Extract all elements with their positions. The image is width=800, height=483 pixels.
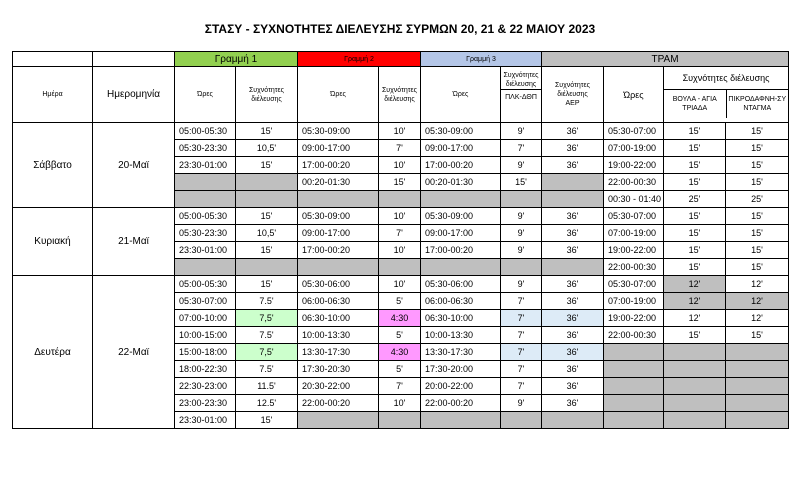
line1-hours-header: Ώρες [175, 67, 236, 123]
schedule-cell: 9' [501, 157, 542, 174]
tram-hours-header: Ώρες [604, 67, 664, 123]
line2-hours-header: Ώρες [298, 67, 379, 123]
schedule-cell: 7,5' [236, 310, 298, 327]
schedule-cell [664, 361, 726, 378]
schedule-cell: 15' [726, 327, 789, 344]
schedule-cell: 23:30-01:00 [175, 412, 236, 429]
schedule-cell: 9' [501, 242, 542, 259]
schedule-cell: 4:30 [379, 344, 421, 361]
schedule-cell: 25' [664, 191, 726, 208]
table-row [13, 123, 789, 140]
schedule-cell [604, 412, 664, 429]
line3-hours-header: Ώρες [421, 67, 501, 123]
schedule-cell: 09:00-17:00 [421, 140, 501, 157]
schedule-cell: 36' [542, 310, 604, 327]
schedule-cell: 7' [379, 225, 421, 242]
schedule-cell: 15' [726, 225, 789, 242]
schedule-cell: 15' [726, 208, 789, 225]
schedule-cell: 17:00-00:20 [421, 157, 501, 174]
schedule-cell: 18:00-22:30 [175, 361, 236, 378]
schedule-cell [604, 361, 664, 378]
schedule-cell: 36' [542, 327, 604, 344]
date-cell: 21-Μαϊ [93, 208, 175, 276]
schedule-cell: 12' [726, 293, 789, 310]
schedule-cell: 15' [664, 140, 726, 157]
schedule-cell: 15' [726, 242, 789, 259]
schedule-cell: 07:00-19:00 [604, 140, 664, 157]
schedule-cell: 05:30-23:30 [175, 140, 236, 157]
schedule-cell: 17:30-20:30 [298, 361, 379, 378]
schedule-cell [379, 259, 421, 276]
schedule-cell: 10' [379, 157, 421, 174]
schedule-cell: 19:00-22:00 [604, 157, 664, 174]
schedule-cell: 10,5' [236, 225, 298, 242]
schedule-cell [501, 259, 542, 276]
schedule-cell [726, 378, 789, 395]
schedule-cell [542, 174, 604, 191]
schedule-cell: 05:30-09:00 [421, 123, 501, 140]
table-row [13, 208, 789, 225]
schedule-cell: 19:00-22:00 [604, 242, 664, 259]
schedule-cell: 06:00-06:30 [421, 293, 501, 310]
schedule-cell: 36' [542, 123, 604, 140]
tram-freq-header [664, 67, 789, 123]
schedule-cell: 15' [236, 208, 298, 225]
band-header-row [13, 52, 789, 67]
schedule-cell: 7' [501, 361, 542, 378]
tram-sub2-label: ΠΙΚΡΟΔΑΦΝΗ-ΣΥΝΤΑΓΜΑ [728, 96, 787, 112]
schedule-cell: 10:00-13:30 [298, 327, 379, 344]
line1-freq-header: Συχνότητες διέλευσης [236, 67, 298, 123]
schedule-cell [726, 412, 789, 429]
aer-freq-header [542, 67, 604, 123]
schedule-cell [421, 259, 501, 276]
schedule-cell [604, 395, 664, 412]
schedule-cell [298, 191, 379, 208]
schedule-cell: 22:30-23:00 [175, 378, 236, 395]
schedule-cell: 05:30-06:00 [421, 276, 501, 293]
schedule-cell: 00:20-01:30 [421, 174, 501, 191]
schedule-cell: 11.5' [236, 378, 298, 395]
schedule-cell: 25' [726, 191, 789, 208]
schedule-cell: 10:00-13:30 [421, 327, 501, 344]
line1-band: Γραμμή 1 [175, 52, 298, 67]
schedule-cell: 12' [726, 310, 789, 327]
schedule-cell: 15' [501, 174, 542, 191]
day-cell: Δευτέρα [13, 276, 93, 429]
date-header: Ημερομηνία [93, 67, 175, 123]
schedule-cell [236, 191, 298, 208]
line3-freq-header [501, 67, 542, 123]
schedule-cell: 22:00-00:30 [604, 259, 664, 276]
schedule-cell: 05:30-07:00 [604, 276, 664, 293]
schedule-cell [379, 412, 421, 429]
schedule-cell: 10' [379, 123, 421, 140]
date-cell: 20-Μαϊ [93, 123, 175, 208]
schedule-cell: 05:30-07:00 [604, 208, 664, 225]
schedule-cell [726, 361, 789, 378]
schedule-cell: 09:00-17:00 [298, 225, 379, 242]
schedule-cell: 7' [379, 378, 421, 395]
schedule-cell: 12' [726, 276, 789, 293]
schedule-table [12, 51, 789, 429]
schedule-cell: 12' [664, 310, 726, 327]
schedule-cell [421, 191, 501, 208]
schedule-cell: 5' [379, 293, 421, 310]
schedule-cell: 19:00-22:00 [604, 310, 664, 327]
day-cell: Σάββατο [13, 123, 93, 208]
day-cell: Κυριακή [13, 208, 93, 276]
schedule-cell [501, 412, 542, 429]
schedule-cell: 15' [726, 174, 789, 191]
table-row [13, 276, 789, 293]
schedule-cell: 13:30-17:30 [421, 344, 501, 361]
schedule-cell: 5' [379, 361, 421, 378]
schedule-cell: 12.5' [236, 395, 298, 412]
schedule-cell: 15' [726, 140, 789, 157]
schedule-cell: 15' [726, 157, 789, 174]
line2-band: Γραμμή 2 [298, 52, 421, 67]
schedule-cell [501, 191, 542, 208]
schedule-cell: 36' [542, 208, 604, 225]
schedule-cell: 10,5' [236, 140, 298, 157]
schedule-cell: 7' [379, 140, 421, 157]
page-title: ΣΤΑΣΥ - ΣΥΧΝΟΤΗΤΕΣ ΔΙΕΛΕΥΣΗΣ ΣΥΡΜΩΝ 20, 21 & 22 ΜΑΙΟΥ 2023 [204, 22, 596, 36]
tram-freq-label: Συχνότητες διέλευσης [664, 67, 788, 90]
schedule-cell: 15' [664, 208, 726, 225]
schedule-cell: 15' [664, 123, 726, 140]
line3-freq-label: Συχνότητες διέλευσης [503, 72, 539, 88]
schedule-cell: 05:00-05:30 [175, 123, 236, 140]
schedule-cell: 20:00-22:00 [421, 378, 501, 395]
schedule-cell: 06:30-10:00 [298, 310, 379, 327]
schedule-cell: 7' [501, 327, 542, 344]
schedule-cell: 22:00-00:30 [604, 327, 664, 344]
schedule-cell: 7' [501, 310, 542, 327]
schedule-cell: 7' [501, 378, 542, 395]
schedule-cell: 05:00-05:30 [175, 208, 236, 225]
schedule-cell: 05:30-07:00 [175, 293, 236, 310]
schedule-cell: 07:00-10:00 [175, 310, 236, 327]
band-empty-cell [13, 52, 93, 67]
schedule-cell: 7' [501, 140, 542, 157]
schedule-cell: 07:00-19:00 [604, 225, 664, 242]
schedule-cell: 05:00-05:30 [175, 276, 236, 293]
schedule-cell: 06:30-10:00 [421, 310, 501, 327]
schedule-cell: 10' [379, 276, 421, 293]
schedule-cell: 4:30 [379, 310, 421, 327]
schedule-cell [542, 191, 604, 208]
schedule-cell: 7.5' [236, 327, 298, 344]
schedule-cell: 15' [664, 225, 726, 242]
schedule-cell: 9' [501, 276, 542, 293]
schedule-cell: 9' [501, 225, 542, 242]
schedule-cell [236, 174, 298, 191]
schedule-cell: 12' [664, 276, 726, 293]
schedule-cell: 36' [542, 157, 604, 174]
schedule-cell: 15' [236, 242, 298, 259]
schedule-cell [298, 259, 379, 276]
schedule-cell: 7' [501, 344, 542, 361]
schedule-cell: 15' [664, 174, 726, 191]
schedule-cell: 15' [236, 123, 298, 140]
line2-freq-header: Συχνότητες διέλευσης [379, 67, 421, 123]
schedule-cell [726, 344, 789, 361]
schedule-cell [542, 259, 604, 276]
schedule-cell: 7.5' [236, 293, 298, 310]
schedule-cell: 05:30-23:30 [175, 225, 236, 242]
schedule-cell: 12' [664, 293, 726, 310]
schedule-cell: 00:20-01:30 [298, 174, 379, 191]
schedule-cell [298, 412, 379, 429]
schedule-cell: 17:00-00:20 [298, 242, 379, 259]
schedule-cell: 15:00-18:00 [175, 344, 236, 361]
schedule-cell: 36' [542, 361, 604, 378]
aer-sub-label: ΑΕΡ [565, 100, 580, 107]
schedule-cell [379, 191, 421, 208]
schedule-cell [726, 395, 789, 412]
schedule-cell: 36' [542, 395, 604, 412]
schedule-cell: 00:30 - 01:40 [604, 191, 664, 208]
line3-band: Γραμμή 3 [421, 52, 542, 67]
schedule-cell: 05:30-07:00 [604, 123, 664, 140]
schedule-cell [421, 412, 501, 429]
schedule-cell: 07:00-19:00 [604, 293, 664, 310]
schedule-cell [664, 378, 726, 395]
schedule-cell: 22:00-00:20 [421, 395, 501, 412]
band-empty-cell [93, 52, 175, 67]
schedule-cell: 23:30-01:00 [175, 157, 236, 174]
schedule-cell [664, 395, 726, 412]
schedule-cell: 22:00-00:30 [604, 174, 664, 191]
schedule-cell: 06:00-06:30 [298, 293, 379, 310]
schedule-cell: 13:30-17:30 [298, 344, 379, 361]
day-header: Ημέρα [13, 67, 93, 123]
schedule-cell: 7' [501, 293, 542, 310]
schedule-cell: 15' [726, 123, 789, 140]
schedule-cell: 36' [542, 344, 604, 361]
schedule-cell: 22:00-00:20 [298, 395, 379, 412]
schedule-cell: 36' [542, 378, 604, 395]
schedule-cell: 36' [542, 276, 604, 293]
schedule-cell: 10' [379, 208, 421, 225]
schedule-cell: 15' [664, 327, 726, 344]
schedule-cell: 9' [501, 123, 542, 140]
schedule-cell [664, 344, 726, 361]
schedule-cell: 7.5' [236, 361, 298, 378]
schedule-cell: 36' [542, 293, 604, 310]
schedule-cell: 20:30-22:00 [298, 378, 379, 395]
schedule-cell: 17:30-20:00 [421, 361, 501, 378]
tram-sub1-label: ΒΟΥΛΑ - ΑΓΙΑ ΤΡΙΑΔΑ [664, 90, 727, 118]
schedule-cell [175, 259, 236, 276]
schedule-cell: 23:00-23:30 [175, 395, 236, 412]
schedule-cell: 10:00-15:00 [175, 327, 236, 344]
schedule-cell: 09:00-17:00 [421, 225, 501, 242]
schedule-cell: 15' [664, 242, 726, 259]
schedule-cell [236, 259, 298, 276]
schedule-cell: 7,5' [236, 344, 298, 361]
schedule-cell: 05:30-09:00 [298, 208, 379, 225]
schedule-cell: 9' [501, 395, 542, 412]
schedule-cell: 10' [379, 242, 421, 259]
schedule-cell: 17:00-00:20 [421, 242, 501, 259]
aer-freq-label: Συχνότητες διέλευσης [554, 82, 591, 98]
schedule-cell: 36' [542, 225, 604, 242]
schedule-cell: 15' [726, 259, 789, 276]
schedule-cell: 23:30-01:00 [175, 242, 236, 259]
schedule-cell: 15' [236, 157, 298, 174]
schedule-cell: 15' [664, 259, 726, 276]
column-header-row [13, 67, 789, 123]
schedule-cell: 15' [236, 276, 298, 293]
schedule-cell: 5' [379, 327, 421, 344]
schedule-cell: 15' [379, 174, 421, 191]
line3-sub-label: ΠΛΚ-ΔΘΠ [501, 89, 541, 107]
schedule-cell [175, 174, 236, 191]
schedule-cell [175, 191, 236, 208]
schedule-cell [604, 378, 664, 395]
schedule-cell: 9' [501, 208, 542, 225]
schedule-cell: 09:00-17:00 [298, 140, 379, 157]
schedule-cell: 36' [542, 242, 604, 259]
schedule-cell: 15' [236, 412, 298, 429]
schedule-cell: 15' [664, 157, 726, 174]
schedule-cell: 36' [542, 140, 604, 157]
schedule-cell [664, 412, 726, 429]
schedule-cell [542, 412, 604, 429]
schedule-cell [604, 344, 664, 361]
schedule-cell: 05:30-09:00 [298, 123, 379, 140]
schedule-cell: 05:30-06:00 [298, 276, 379, 293]
schedule-cell: 05:30-09:00 [421, 208, 501, 225]
tram-band: ΤΡΑΜ [542, 52, 789, 67]
schedule-cell: 17:00-00:20 [298, 157, 379, 174]
date-cell: 22-Μαϊ [93, 276, 175, 429]
schedule-cell: 10' [379, 395, 421, 412]
